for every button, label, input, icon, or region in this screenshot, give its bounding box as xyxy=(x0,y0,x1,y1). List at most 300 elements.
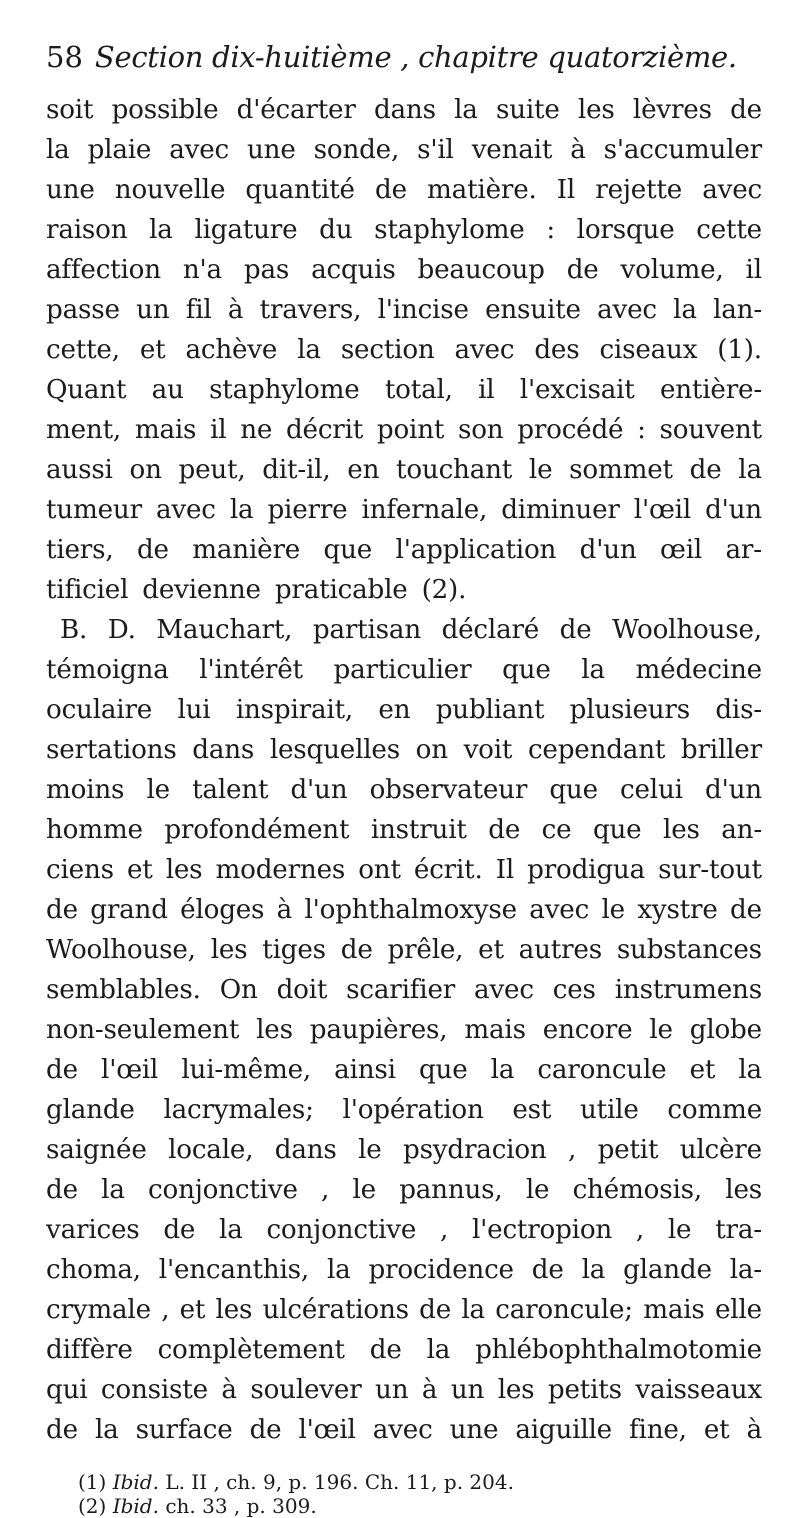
word: la- xyxy=(729,1255,762,1285)
word: ligature xyxy=(194,215,298,245)
word: , xyxy=(568,1135,577,1165)
text-line xyxy=(46,850,762,890)
word: moins xyxy=(46,775,125,805)
word: instruit xyxy=(370,815,467,845)
word: des xyxy=(534,335,580,365)
word: la xyxy=(581,1255,606,1285)
word: tificiel xyxy=(46,575,129,605)
word: s'accumuler xyxy=(603,135,762,165)
word: le xyxy=(146,775,170,805)
word: avec xyxy=(155,495,216,525)
word: qui xyxy=(46,1375,88,1405)
word: de xyxy=(46,1055,78,1085)
word: lèvres xyxy=(632,95,712,125)
word: la xyxy=(738,455,762,485)
word: (1). xyxy=(717,335,762,365)
word: prêle, xyxy=(387,935,464,965)
word: conjonctive xyxy=(148,1175,298,1205)
word: sur-tout xyxy=(658,855,762,885)
word: phlébophthalmotomie xyxy=(475,1335,762,1365)
word: dans xyxy=(274,1135,337,1165)
word: doit xyxy=(276,975,328,1005)
page-number: 58 xyxy=(46,40,83,74)
word: de xyxy=(46,895,78,925)
word: de xyxy=(531,1255,564,1285)
word: pas xyxy=(243,255,290,285)
word: petit xyxy=(597,1135,659,1165)
word: d'un xyxy=(705,775,762,805)
word: section xyxy=(340,335,435,365)
word: avec xyxy=(702,175,762,205)
word: surface xyxy=(135,1415,233,1445)
word: manière xyxy=(192,535,301,565)
word: briller xyxy=(680,735,762,765)
word: la xyxy=(454,95,478,125)
word: mais xyxy=(134,415,197,445)
word: l'ophthalmoxyse xyxy=(304,895,517,925)
word: ainsi xyxy=(334,1055,396,1085)
word: la xyxy=(149,215,173,245)
word: les xyxy=(725,1175,762,1205)
word: ensuite xyxy=(485,295,581,325)
word: la xyxy=(101,1175,125,1205)
word: et xyxy=(689,1055,716,1085)
footnote-text: ch. 33 , p. 309. xyxy=(165,1494,317,1518)
word: ment, xyxy=(46,415,122,445)
word: d'un xyxy=(579,535,637,565)
word: ciseaux xyxy=(599,335,698,365)
text-line xyxy=(46,930,762,970)
word: procidence xyxy=(368,1255,514,1285)
word: lan- xyxy=(713,295,762,325)
word: devienne xyxy=(142,575,261,605)
word: diffère xyxy=(46,1335,133,1365)
word: voit xyxy=(463,735,513,765)
word: de xyxy=(375,175,407,205)
word: passe xyxy=(46,295,120,325)
word: médecine xyxy=(635,655,762,685)
word: Woolhouse, xyxy=(612,615,762,645)
word: caroncule; xyxy=(495,1295,633,1325)
word: petits xyxy=(547,1375,622,1405)
word: complètement xyxy=(157,1335,345,1365)
word: l'incise xyxy=(377,295,469,325)
word: le xyxy=(667,1215,692,1245)
word: les xyxy=(215,1295,253,1325)
word: total, xyxy=(384,375,453,405)
word: éloges xyxy=(180,895,265,925)
word: il xyxy=(210,415,227,445)
word: le xyxy=(525,1175,550,1205)
word: avec xyxy=(529,895,590,925)
text-line xyxy=(46,1410,762,1450)
word: soit xyxy=(46,95,94,125)
word: rejette xyxy=(595,175,683,205)
word: particulier xyxy=(333,655,472,685)
word: l'intérêt xyxy=(199,655,303,685)
text-line xyxy=(46,730,762,770)
word: ces xyxy=(552,975,596,1005)
word: que xyxy=(549,775,598,805)
word: choma, xyxy=(46,1255,141,1285)
word: dis- xyxy=(715,695,762,725)
word: un xyxy=(450,1375,485,1405)
footnote xyxy=(78,1470,762,1494)
word: plaie xyxy=(87,135,152,165)
word: que xyxy=(592,815,642,845)
word: saignée xyxy=(46,1135,147,1165)
word: est xyxy=(512,1095,552,1125)
word: ulcère xyxy=(679,1135,762,1165)
word: l'œil xyxy=(633,495,691,525)
word: achève xyxy=(185,335,278,365)
word: décrit xyxy=(285,415,364,445)
word: la xyxy=(229,495,254,525)
word: que xyxy=(502,655,551,685)
word: utile xyxy=(580,1095,639,1125)
footnote-marker: (2) xyxy=(78,1494,113,1518)
footnote-source: Ibid. xyxy=(112,1470,166,1494)
text-line xyxy=(46,810,762,850)
word: il xyxy=(478,375,495,405)
word: avec xyxy=(169,135,229,165)
word: les xyxy=(210,935,248,965)
word: un xyxy=(375,1375,409,1405)
word: que xyxy=(418,1055,468,1085)
text-line xyxy=(46,890,762,930)
word: lesquelles xyxy=(269,735,400,765)
word: il xyxy=(745,255,762,285)
word: glande xyxy=(46,1095,135,1125)
word: diminuer xyxy=(501,495,620,525)
word: les xyxy=(256,1015,293,1045)
word: la xyxy=(673,295,697,325)
word: de xyxy=(559,615,592,645)
text-line xyxy=(46,90,762,130)
word: grand xyxy=(90,895,168,925)
word: oculaire xyxy=(46,695,153,725)
word: et xyxy=(126,855,153,885)
word: son xyxy=(457,415,504,445)
text-line xyxy=(46,770,762,810)
word: n'a xyxy=(182,255,222,285)
word: et xyxy=(478,935,504,965)
word: B. xyxy=(60,615,88,645)
word: publiant xyxy=(435,695,545,725)
word: à xyxy=(570,135,586,165)
word: que xyxy=(323,535,373,565)
word: peut, xyxy=(178,455,246,485)
word: raison xyxy=(46,215,128,245)
word: s'il xyxy=(417,135,454,165)
word: staphylome xyxy=(209,375,360,405)
word: la xyxy=(219,1215,243,1245)
text-line xyxy=(46,1210,762,1250)
word: ulcérations xyxy=(262,1295,409,1325)
word: écrit. xyxy=(413,855,483,885)
word: point xyxy=(376,415,445,445)
word: les xyxy=(577,95,615,125)
word: , xyxy=(321,1175,330,1205)
word: et xyxy=(703,1415,730,1445)
text-line xyxy=(46,690,762,730)
word: procédé xyxy=(517,415,624,445)
word: le xyxy=(528,455,553,485)
word: tra- xyxy=(715,1215,762,1245)
word: un xyxy=(136,295,170,325)
word: du xyxy=(319,215,353,245)
word: locale, xyxy=(168,1135,254,1165)
word: l'application xyxy=(395,535,557,565)
word: acquis xyxy=(311,255,396,285)
word: possible xyxy=(111,95,219,125)
word: D. xyxy=(107,615,136,645)
word: le xyxy=(352,1175,376,1205)
word: sertations xyxy=(46,735,177,765)
word: tiges xyxy=(262,935,326,965)
word: on xyxy=(129,455,162,485)
word: glande xyxy=(623,1255,712,1285)
word: , xyxy=(440,1215,449,1245)
word: le xyxy=(601,895,625,925)
word: en xyxy=(347,455,380,485)
word: à xyxy=(221,1375,237,1405)
word: conjonctive xyxy=(266,1215,417,1245)
text-line xyxy=(46,490,762,530)
text-line xyxy=(46,970,762,1010)
word: (2). xyxy=(421,575,467,605)
text-line xyxy=(46,130,762,170)
text-line xyxy=(46,450,762,490)
word: staphylome xyxy=(374,215,525,245)
word: encore xyxy=(542,1015,633,1045)
text-line xyxy=(46,1250,762,1290)
word: tiers, xyxy=(46,535,114,565)
word: an- xyxy=(721,815,762,845)
text-line xyxy=(46,210,762,250)
word: ce xyxy=(541,815,572,845)
word: globe xyxy=(689,1015,762,1045)
word: caroncule xyxy=(537,1055,667,1085)
word: de xyxy=(566,255,599,285)
word: l'excisait xyxy=(519,375,635,405)
word: crymale xyxy=(46,1295,151,1325)
word: nouvelle xyxy=(114,175,226,205)
text-line xyxy=(46,1050,762,1090)
word: la xyxy=(461,1295,485,1325)
word: à xyxy=(276,895,293,925)
word: mais xyxy=(464,1015,526,1045)
word: avec xyxy=(597,295,657,325)
word: instrumens xyxy=(614,975,762,1005)
word: chémosis, xyxy=(572,1175,702,1205)
word: une xyxy=(247,135,296,165)
word: substances xyxy=(616,935,762,965)
text-line xyxy=(46,530,762,570)
text-line xyxy=(46,290,762,330)
word: lorsque xyxy=(576,215,675,245)
word: suite xyxy=(495,95,560,125)
word: talent xyxy=(192,775,269,805)
word: plusieurs xyxy=(569,695,690,725)
word: la xyxy=(326,1255,351,1285)
word: dans xyxy=(373,95,436,125)
word: praticable xyxy=(274,575,408,605)
text-line xyxy=(46,330,762,370)
word: scarifier xyxy=(346,975,456,1005)
word: de xyxy=(369,1335,402,1365)
word: de xyxy=(488,815,521,845)
word: de xyxy=(46,1415,78,1445)
text-line xyxy=(46,250,762,290)
word: Il xyxy=(556,175,576,205)
word: sommet xyxy=(569,455,673,485)
word: ont xyxy=(358,855,401,885)
word: pierre xyxy=(267,495,348,525)
word: au xyxy=(151,375,184,405)
word: autres xyxy=(518,935,602,965)
text-line xyxy=(46,610,762,650)
word: la xyxy=(46,135,70,165)
word: la xyxy=(738,1055,762,1085)
word: consiste xyxy=(100,1375,208,1405)
running-head xyxy=(46,40,762,90)
word: la xyxy=(426,1335,451,1365)
word: tumeur xyxy=(46,495,142,525)
word: les xyxy=(663,815,700,845)
word: non-seulement xyxy=(46,1015,240,1045)
text-line xyxy=(46,570,762,610)
word: : xyxy=(546,215,555,245)
word: l'opération xyxy=(342,1095,484,1125)
word: les xyxy=(165,855,203,885)
word: aiguille xyxy=(515,1415,612,1445)
word: la xyxy=(297,335,321,365)
word: de xyxy=(163,1215,196,1245)
word: une xyxy=(449,1415,499,1445)
word: de xyxy=(419,1295,452,1325)
word: à xyxy=(421,1375,438,1405)
word: matière. xyxy=(427,175,537,205)
text-line xyxy=(46,170,762,210)
word: de xyxy=(136,535,169,565)
text-line xyxy=(46,370,762,410)
word: elle xyxy=(714,1295,762,1325)
word: lui xyxy=(177,695,211,725)
word: ciens xyxy=(46,855,114,885)
word: volume, xyxy=(620,255,724,285)
word: dans xyxy=(192,735,255,765)
text-line xyxy=(46,1290,762,1330)
word: ar- xyxy=(725,535,762,565)
word: cette, xyxy=(46,335,120,365)
word: inspirait, xyxy=(235,695,354,725)
word: d'un xyxy=(705,495,762,525)
word: le xyxy=(649,1015,673,1045)
word: observateur xyxy=(369,775,528,805)
word: déclaré xyxy=(441,615,540,645)
word: : xyxy=(637,415,646,445)
word: modernes xyxy=(215,855,346,885)
word: ne xyxy=(240,415,273,445)
word: le xyxy=(358,1135,382,1165)
word: beaucoup xyxy=(417,255,545,285)
text-line xyxy=(46,1170,762,1210)
word: de xyxy=(730,895,762,925)
word: profondément xyxy=(164,815,350,845)
word: une xyxy=(46,175,95,205)
footnote-source: Ibid. xyxy=(112,1494,166,1518)
word: souvent xyxy=(659,415,762,445)
word: Mauchart, xyxy=(156,615,293,645)
word: travers, xyxy=(259,295,362,325)
word: lacrymales; xyxy=(163,1095,314,1125)
word: psydracion xyxy=(403,1135,547,1165)
word: fine, xyxy=(629,1415,687,1445)
word: vaisseaux xyxy=(635,1375,762,1405)
word: , xyxy=(635,1215,645,1245)
word: à xyxy=(227,295,244,325)
word: semblables. xyxy=(46,975,201,1005)
text-line xyxy=(46,650,762,690)
word: quantité xyxy=(245,175,355,205)
word: fil xyxy=(185,295,212,325)
footnotes xyxy=(46,1470,762,1518)
word: comme xyxy=(667,1095,762,1125)
word: avec xyxy=(372,1415,433,1445)
text-line xyxy=(46,1090,762,1130)
word: mais xyxy=(643,1295,705,1325)
word: touchant xyxy=(396,455,513,485)
word: infernale, xyxy=(361,495,488,525)
word: partisan xyxy=(312,615,421,645)
word: d'un xyxy=(290,775,348,805)
word: et xyxy=(179,1295,206,1325)
word: Quant xyxy=(46,375,127,405)
word: Woolhouse, xyxy=(46,935,196,965)
word: pannus, xyxy=(399,1175,503,1205)
word: et xyxy=(139,335,166,365)
body-text xyxy=(46,90,762,1450)
word: aussi xyxy=(46,455,113,485)
word: soulever xyxy=(250,1375,362,1405)
running-title: Section dix-huitième , chapitre quatorzième. xyxy=(94,40,737,74)
word: l'ectropion xyxy=(471,1215,613,1245)
word: de xyxy=(249,1415,282,1445)
word: dit-il, xyxy=(262,455,331,485)
word: entière- xyxy=(659,375,762,405)
word: l'encanthis, xyxy=(158,1255,310,1285)
word: venait xyxy=(471,135,553,165)
word: avec xyxy=(474,975,534,1005)
text-line xyxy=(46,1130,762,1170)
word: cette xyxy=(696,215,762,245)
word: témoigna xyxy=(46,655,169,685)
word: à xyxy=(746,1415,762,1445)
word: de xyxy=(730,95,762,125)
footnote-text: L. II , ch. 9, p. 196. Ch. 11, p. 204. xyxy=(165,1470,514,1494)
word: de xyxy=(46,1175,78,1205)
word: la xyxy=(94,1415,119,1445)
text-line xyxy=(46,1010,762,1050)
word: On xyxy=(219,975,258,1005)
word: varices xyxy=(46,1215,140,1245)
word: de xyxy=(689,455,722,485)
word: en xyxy=(378,695,411,725)
word: lui-même, xyxy=(181,1055,312,1085)
text-line xyxy=(46,410,762,450)
word: affection xyxy=(46,255,161,285)
